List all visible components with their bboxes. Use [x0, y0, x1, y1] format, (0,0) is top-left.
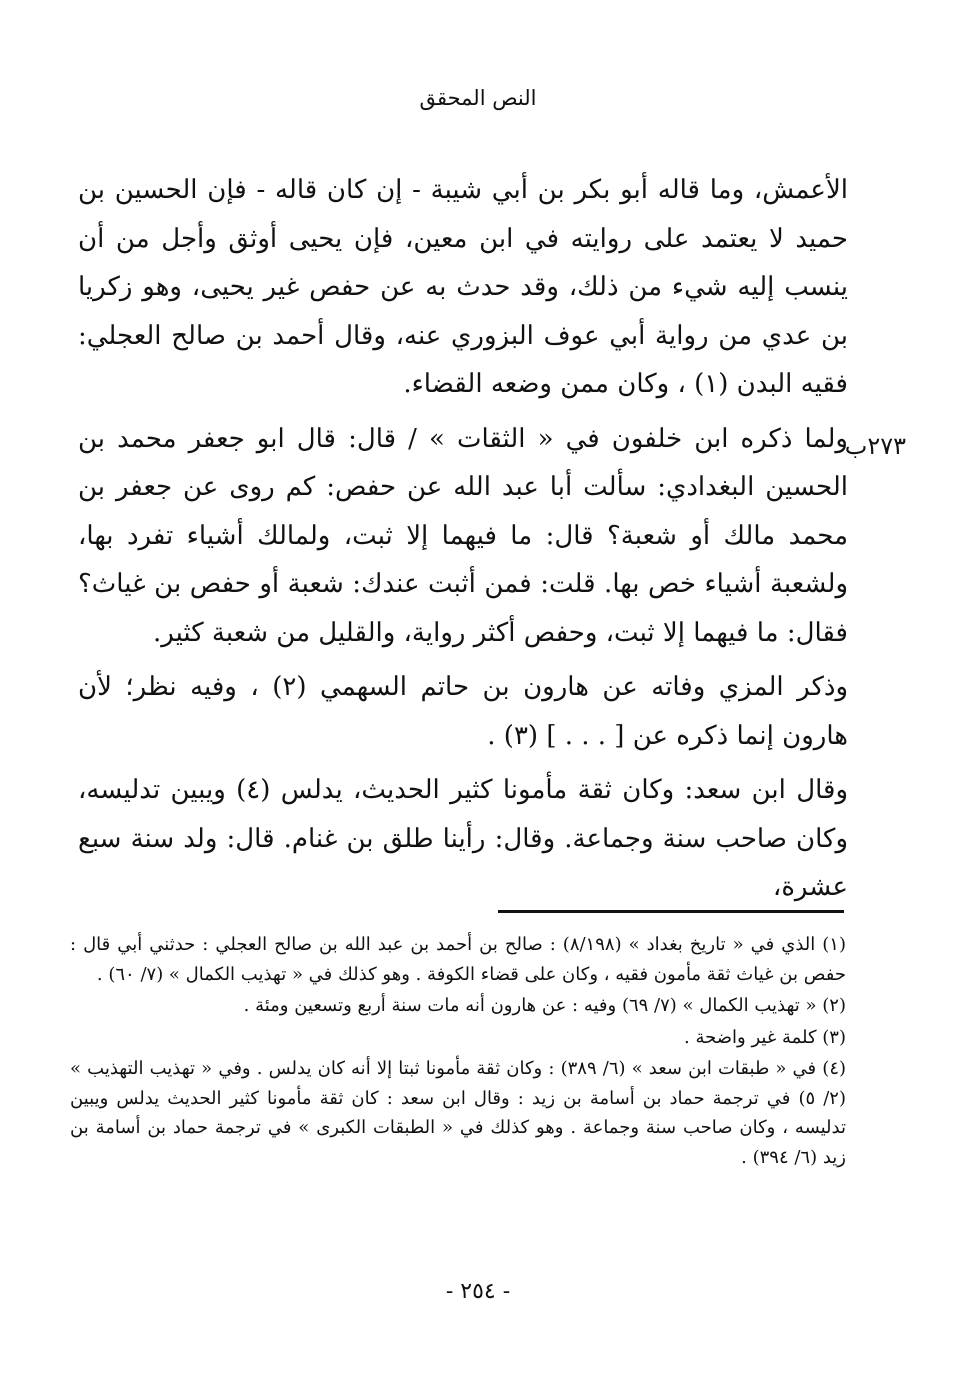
page-number: - ٢٥٤ -: [445, 1279, 511, 1304]
footnote-1: (١) الذي في « تاريخ بغداد » (٨/١٩٨) : صالح بن أحمد بن عبد الله بن صالح العجلي : حدثني أبي قال : حفص بن غياث ثقة مأمون فقيه ، وكان على قضاء الكوفة . وهو كذلك في « تهذيب الكمال » (٧/ ٦٠) .: [70, 934, 846, 985]
manuscript-folio-marker: ٢٧٣ب: [844, 432, 906, 460]
paragraph-2: ولما ذكره ابن خلفون في « الثقات » / قال: قال ابو جعفر محمد بن الحسين البغدادي: سألت أبا عبد الله عن حفص: كم روى عن جعفر بن محمد مالك أو شعبة؟ قال: ما فيهما إلا ثبت، ولمالك أشياء تفرد بها، ولشعبة أشياء خص بها. قلت: فمن أثبت عندك: شعبة أو حفص بن غياث؟ فقال: ما فيهما إلا ثبت، وحفص أكثر رواية، والقليل من شعبة كثير.: [78, 423, 848, 648]
paragraph-3: وذكر المزي وفاته عن هارون بن حاتم السهمي (٢) ، وفيه نظر؛ لأن هارون إنما ذكره عن [ . . . ] (٣) .: [78, 672, 848, 751]
footnotes: [70, 930, 846, 1174]
running-header: النص المحقق: [419, 86, 537, 110]
main-text: [78, 166, 848, 912]
paragraph-1: الأعمش، وما قاله أبو بكر بن أبي شيبة - إن كان قاله - فإن الحسين بن حميد لا يعتمد على روايته في ابن معين، فإن يحيى أوثق وأجل من أن ينسب إليه شيء من ذلك، وقد حدث به عن حفص غير يحيى، وهو زكريا بن عدي من رواية أبي عوف البزوري عنه، وقال أحمد بن صالح العجلي: فقيه البدن (١) ، وكان ممن وضعه القضاء.: [78, 175, 848, 399]
footnote-divider: [498, 910, 844, 913]
footnote-4: (٤) في « طبقات ابن سعد » (٦/ ٣٨٩) : وكان ثقة مأمونا ثبتا إلا أنه كان يدلس . وفي « تهذيب التهذيب » (٢/ ٥) في ترجمة حماد بن أسامة بن زيد : وقال ابن سعد : كان ثقة مأمونا كثير الحديث يدلس ويبين تدليسه ، وكان صاحب سنة وجماعة . وهو كذلك في « الطبقات الكبرى » في ترجمة حماد بن أسامة بن زيد (٦/ ٣٩٤) .: [70, 1058, 847, 1168]
paragraph-4: وقال ابن سعد: وكان ثقة مأمونا كثير الحديث، يدلس (٤) ويبين تدليسه، وكان صاحب سنة وجماعة. وقال: رأينا طلق بن غنام. قال: ولد سنة سبع عشرة،: [78, 775, 848, 902]
footnote-2: (٢) « تهذيب الكمال » (٧/ ٦٩) وفيه : عن هارون أنه مات سنة أربع وتسعين ومئة .: [243, 995, 846, 1016]
footnote-3: (٣) كلمة غير واضحة .: [684, 1026, 846, 1048]
